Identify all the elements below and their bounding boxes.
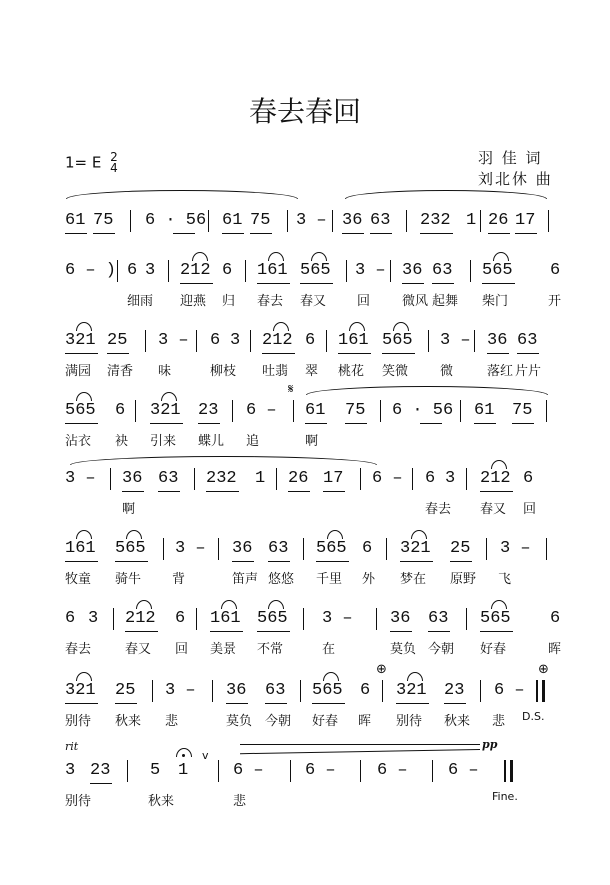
note: 75 [512, 401, 533, 420]
note: 61 [474, 401, 495, 420]
barline [208, 210, 209, 232]
score-row-3 [0, 330, 610, 379]
note: 23 [444, 681, 465, 700]
score-row-4 [0, 382, 610, 449]
barline [163, 538, 164, 560]
barline [466, 468, 467, 490]
note: 63 [158, 469, 179, 488]
note: 63 [432, 261, 453, 280]
barline [290, 760, 291, 782]
breath-mark: v [202, 749, 209, 762]
barline [546, 400, 547, 422]
note: 3 – [158, 331, 189, 350]
note: 321 [150, 401, 181, 420]
lyric: 翠 [305, 364, 319, 379]
note: 321 [65, 681, 96, 700]
lyric: 春去 [257, 294, 284, 309]
diminuendo-line [240, 749, 480, 754]
note: 63 [517, 331, 538, 350]
score-row-5 [0, 468, 610, 517]
barline [117, 260, 118, 282]
barline [360, 468, 361, 490]
note: 63 [428, 609, 449, 628]
lyric: 笑微 [382, 364, 409, 379]
lyric: 不常 [257, 642, 284, 657]
barline [135, 400, 136, 422]
lyric: 秋来 [115, 714, 142, 729]
note: 1 [255, 469, 266, 488]
note: 61 [305, 401, 326, 420]
note: 3 [230, 331, 241, 350]
score-row-1 [0, 210, 610, 250]
lyric: 迎燕 [180, 294, 207, 309]
note: 63 [268, 539, 289, 558]
lyric: 春又 [300, 294, 327, 309]
note: 565 [312, 681, 343, 700]
note: 6 · 56 [392, 401, 454, 420]
lyric: 今朝 [428, 642, 455, 657]
note: 36 [122, 469, 143, 488]
lyric: 柳枝 [210, 364, 237, 379]
note: 25 [450, 539, 471, 558]
barline [382, 680, 383, 702]
barline [376, 608, 377, 630]
time-bottom: 4 [110, 161, 118, 175]
barline [432, 760, 433, 782]
lyric: 追 [246, 434, 260, 449]
note: 6 – [305, 761, 336, 780]
note: 321 [400, 539, 431, 558]
time-top: 2 [110, 150, 118, 164]
lyric: 千里 [316, 572, 343, 587]
lyric: 别待 [65, 794, 92, 809]
note: 3 – [322, 609, 353, 628]
note: 6 – [372, 469, 403, 488]
note: 17 [515, 211, 536, 230]
note: 6 [127, 261, 138, 280]
note: 3 [445, 469, 456, 488]
note: 3 [65, 761, 76, 780]
lyric: 在 [322, 642, 336, 657]
barline [130, 210, 131, 232]
note: 36 [402, 261, 423, 280]
barline [245, 260, 246, 282]
note: 212 [262, 331, 293, 350]
note: 36 [342, 211, 363, 230]
lyric: 悲 [233, 794, 247, 809]
note: 1 [466, 211, 477, 230]
lyric: 回 [175, 642, 189, 657]
barline [548, 210, 549, 232]
note: 212 [125, 609, 156, 628]
barline [536, 680, 538, 702]
barline [360, 760, 361, 782]
note: 75 [93, 211, 114, 230]
note: 565 [300, 261, 331, 280]
note: 6 – [233, 761, 264, 780]
pp-marking: pp [482, 738, 498, 751]
note: 565 [316, 539, 347, 558]
segno-icon: 𝄋 [288, 382, 294, 397]
note: 6 – [448, 761, 479, 780]
barline [346, 260, 347, 282]
barline [196, 330, 197, 352]
score-row-6 [0, 538, 610, 587]
note: 3 – [500, 539, 531, 558]
coda-icon: ⊕ [376, 662, 387, 677]
song-title: 春去春回 [248, 95, 361, 128]
lyric: 春去 [65, 642, 92, 657]
lyric: 细雨 [127, 294, 154, 309]
note: 26 [288, 469, 309, 488]
barline [486, 538, 487, 560]
lyric: 微 [440, 364, 454, 379]
lyric: 归 [222, 294, 236, 309]
lyric: 晖 [548, 642, 562, 657]
time-signature [110, 152, 118, 174]
note: 26 [488, 211, 509, 230]
note: 25 [107, 331, 128, 350]
lyric: 春又 [125, 642, 152, 657]
note: 25 [115, 681, 136, 700]
lyric: 味 [158, 364, 172, 379]
final-barline [510, 760, 513, 782]
note: 63 [370, 211, 391, 230]
lyric: 外 [362, 572, 376, 587]
note: 161 [210, 609, 241, 628]
barline [293, 400, 294, 422]
note: 6 [523, 469, 534, 488]
final-barline [542, 680, 545, 702]
ds-marking: D.S. [522, 710, 545, 723]
barline [380, 400, 381, 422]
note: 17 [323, 469, 344, 488]
barline [406, 210, 407, 232]
lyricist-credit: 羽 佳 词 [478, 149, 543, 167]
lyric: 莫负 [226, 714, 253, 729]
note: 61 [65, 211, 86, 230]
note: 3 – [440, 331, 471, 350]
barline [113, 608, 114, 630]
barline [386, 538, 387, 560]
lyric: 悲 [165, 714, 179, 729]
lyric: 沾衣 [65, 434, 92, 449]
barline [460, 400, 461, 422]
lyric: 开 [548, 294, 562, 309]
note: 6 – ) [65, 261, 117, 280]
lyric: 春去 [425, 502, 452, 517]
barline [168, 260, 169, 282]
score-row-7 [0, 608, 610, 657]
note: 23 [90, 761, 111, 780]
lyric: 柴门 [482, 294, 509, 309]
lyric: 别待 [65, 714, 92, 729]
lyric: 吐翡 [262, 364, 289, 379]
lyric: 悲 [492, 714, 506, 729]
key-text: 1= E [65, 153, 102, 172]
note: 232 [206, 469, 237, 488]
diminuendo-line [240, 744, 480, 745]
barline [474, 330, 475, 352]
note: 23 [198, 401, 219, 420]
score-row-8 [0, 662, 610, 729]
note: 6 [210, 331, 221, 350]
note: 5 [150, 761, 161, 780]
lyric: 落红 [487, 364, 514, 379]
note: 6 – [377, 761, 408, 780]
note: 161 [338, 331, 369, 350]
note: 6 [362, 539, 373, 558]
barline [470, 260, 471, 282]
lyric: 片片 [515, 364, 542, 379]
lyric: 啊 [305, 434, 319, 449]
barline [480, 680, 481, 702]
note: 565 [115, 539, 146, 558]
note: 6 – [246, 401, 277, 420]
note: 1 [178, 761, 189, 780]
note: 161 [65, 539, 96, 558]
lyric: 晖 [358, 714, 372, 729]
lyric: 清香 [107, 364, 134, 379]
lyric: 起舞 [432, 294, 459, 309]
note: 565 [480, 609, 511, 628]
coda-icon: ⊕ [538, 662, 549, 677]
barline [152, 680, 153, 702]
lyric: 牧童 [65, 572, 92, 587]
barline [218, 760, 219, 782]
note: 75 [250, 211, 271, 230]
barline [232, 400, 233, 422]
lyric: 悠悠 [268, 572, 295, 587]
lyric: 满园 [65, 364, 92, 379]
barline [196, 608, 197, 630]
lyric: 好春 [312, 714, 339, 729]
note: 6 – [494, 681, 525, 700]
note: 6 [222, 261, 233, 280]
composer-credit: 刘北休 曲 [478, 170, 553, 188]
lyric: 回 [523, 502, 537, 517]
lyric: 笛声 [232, 572, 259, 587]
barline [287, 210, 288, 232]
barline [428, 330, 429, 352]
note: 61 [222, 211, 243, 230]
note: 6 [65, 609, 76, 628]
note: 6 [305, 331, 316, 350]
lyric: 今朝 [265, 714, 292, 729]
note: 565 [382, 331, 413, 350]
note: 3 – [165, 681, 196, 700]
barline [504, 760, 506, 782]
note: 3 – [175, 539, 206, 558]
barline [276, 468, 277, 490]
score-row-2 [0, 260, 610, 309]
lyric: 美景 [210, 642, 237, 657]
note: 212 [480, 469, 511, 488]
barline [412, 468, 413, 490]
note: 212 [180, 261, 211, 280]
note: 565 [257, 609, 288, 628]
fine-marking: Fine. [492, 790, 518, 803]
lyric: 微风 [402, 294, 429, 309]
lyric: 骑牛 [115, 572, 142, 587]
note: 6 [360, 681, 371, 700]
note: 565 [65, 401, 96, 420]
barline [250, 330, 251, 352]
note: 75 [345, 401, 366, 420]
note: 3 [145, 261, 156, 280]
note: 6 [115, 401, 126, 420]
barline [127, 760, 128, 782]
lyric: 秋来 [148, 794, 175, 809]
note: 3 – [355, 261, 386, 280]
barline [466, 608, 467, 630]
lyric: 梦在 [400, 572, 427, 587]
note: 565 [482, 261, 513, 280]
note: 161 [257, 261, 288, 280]
lyric: 袂 [115, 434, 129, 449]
lyric: 桃花 [338, 364, 365, 379]
note: 321 [396, 681, 427, 700]
note: 36 [232, 539, 253, 558]
lyric: 引来 [150, 434, 177, 449]
note: 6 [425, 469, 436, 488]
note: 6 · 56 [145, 211, 207, 230]
lyric: 别待 [396, 714, 423, 729]
barline [303, 608, 304, 630]
lyric: 背 [172, 572, 186, 587]
note: 36 [226, 681, 247, 700]
barline [110, 468, 111, 490]
note: 36 [390, 609, 411, 628]
note: 6 [550, 261, 561, 280]
note: 232 [420, 211, 451, 230]
barline [332, 210, 333, 232]
barline [390, 260, 391, 282]
barline [194, 468, 195, 490]
note: 6 [550, 609, 561, 628]
note: 3 [88, 609, 99, 628]
barline [480, 210, 481, 232]
rit-marking: rit [65, 740, 79, 753]
barline [300, 680, 301, 702]
barline [218, 538, 219, 560]
lyric: 秋来 [444, 714, 471, 729]
note: 6 [175, 609, 186, 628]
note: 3 – [296, 211, 327, 230]
score-row-9 [0, 760, 610, 809]
note: 321 [65, 331, 96, 350]
barline [303, 538, 304, 560]
note: 63 [265, 681, 286, 700]
barline [546, 538, 547, 560]
key-signature [65, 152, 118, 174]
lyric: 好春 [480, 642, 507, 657]
lyric: 飞 [498, 572, 512, 587]
note: 36 [487, 331, 508, 350]
lyric: 啊 [122, 502, 136, 517]
barline [212, 680, 213, 702]
lyric: 回 [357, 294, 371, 309]
lyric: 蝶儿 [198, 434, 225, 449]
lyric: 原野 [450, 572, 477, 587]
barline [145, 330, 146, 352]
lyric: 春又 [480, 502, 507, 517]
barline [326, 330, 327, 352]
lyric: 莫负 [390, 642, 417, 657]
note: 3 – [65, 469, 96, 488]
